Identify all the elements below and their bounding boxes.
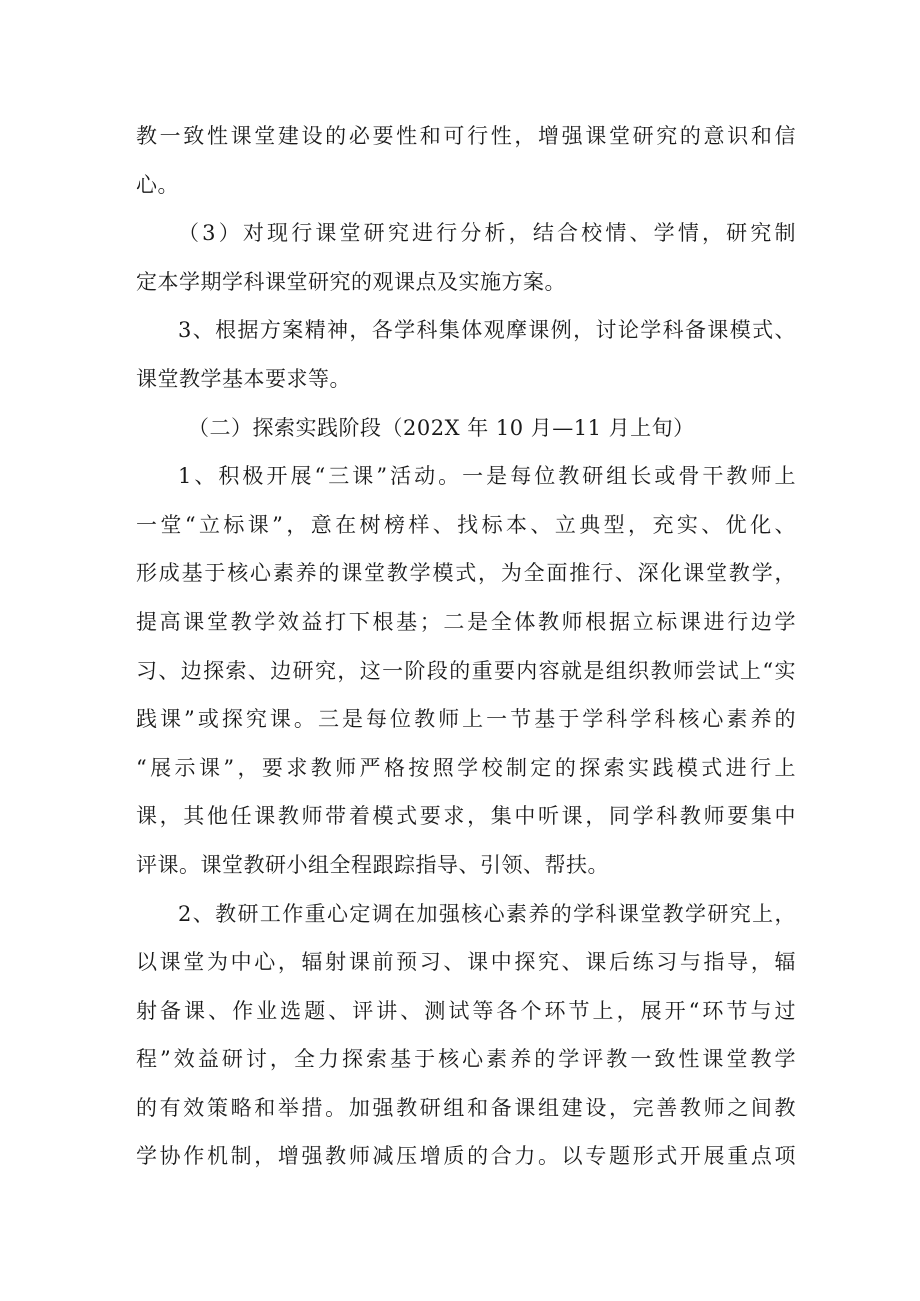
section-heading: （二）探索实践阶段（202X 年 10 月—11 月上旬） xyxy=(188,415,695,440)
paragraph-line: 以课堂为中心，辐射课前预习、课中探究、课后练习与指导，辐 xyxy=(136,950,796,975)
paragraph-line: 践课”或探究课。三是每位教师上一节基于学科学科核心素养的 xyxy=(136,707,796,732)
paragraph-line: 1、积极开展“三课”活动。一是每位教研组长或骨干教师上 xyxy=(178,464,796,489)
paragraph-line: 的有效策略和举措。加强教研组和备课组建设，完善教师之间教 xyxy=(136,1095,796,1120)
paragraph-line: 定本学期学科课堂研究的观课点及实施方案。 xyxy=(136,269,566,294)
paragraph-line: “展示课”，要求教师严格按照学校制定的探索实践模式进行上 xyxy=(136,755,796,780)
paragraph-line: 课，其他任课教师带着模式要求，集中听课，同学科教师要集中 xyxy=(136,804,796,829)
paragraph-line: （3）对现行课堂研究进行分析，结合校情、学情，研究制 xyxy=(178,221,796,246)
paragraph-line: 2、教研工作重心定调在加强核心素养的学科课堂教学研究上， xyxy=(178,901,796,926)
paragraph-line: 形成基于核心素养的课堂教学模式，为全面推行、深化课堂教学， xyxy=(136,561,796,586)
paragraph-line: 程”效益研讨，全力探索基于核心素养的学评教一致性课堂教学 xyxy=(136,1047,796,1072)
paragraph-line: 评课。课堂教研小组全程跟踪指导、引领、帮扶。 xyxy=(136,852,609,877)
paragraph-line: 教一致性课堂建设的必要性和可行性，增强课堂研究的意识和信 xyxy=(136,124,796,148)
paragraph-line: 习、边探索、边研究，这一阶段的重要内容就是组织教师尝试上“实 xyxy=(136,658,796,683)
paragraph-line: 射备课、作业选题、评讲、测试等各个环节上，展开“环节与过 xyxy=(136,998,796,1023)
paragraph-line: 提高课堂教学效益打下根基；二是全体教师根据立标课进行边学 xyxy=(136,609,796,634)
paragraph-line: 课堂教学基本要求等。 xyxy=(136,366,351,391)
document-body xyxy=(136,112,796,1181)
paragraph-line: 3、根据方案精神，各学科集体观摩课例，讨论学科备课模式、 xyxy=(178,318,796,343)
paragraph-line: 一堂“立标课”，意在树榜样、找标本、立典型，充实、优化、 xyxy=(136,512,796,537)
paragraph-line: 心。 xyxy=(136,172,179,197)
paragraph-line: 学协作机制，增强教师减压增质的合力。以专题形式开展重点项 xyxy=(136,1144,796,1169)
